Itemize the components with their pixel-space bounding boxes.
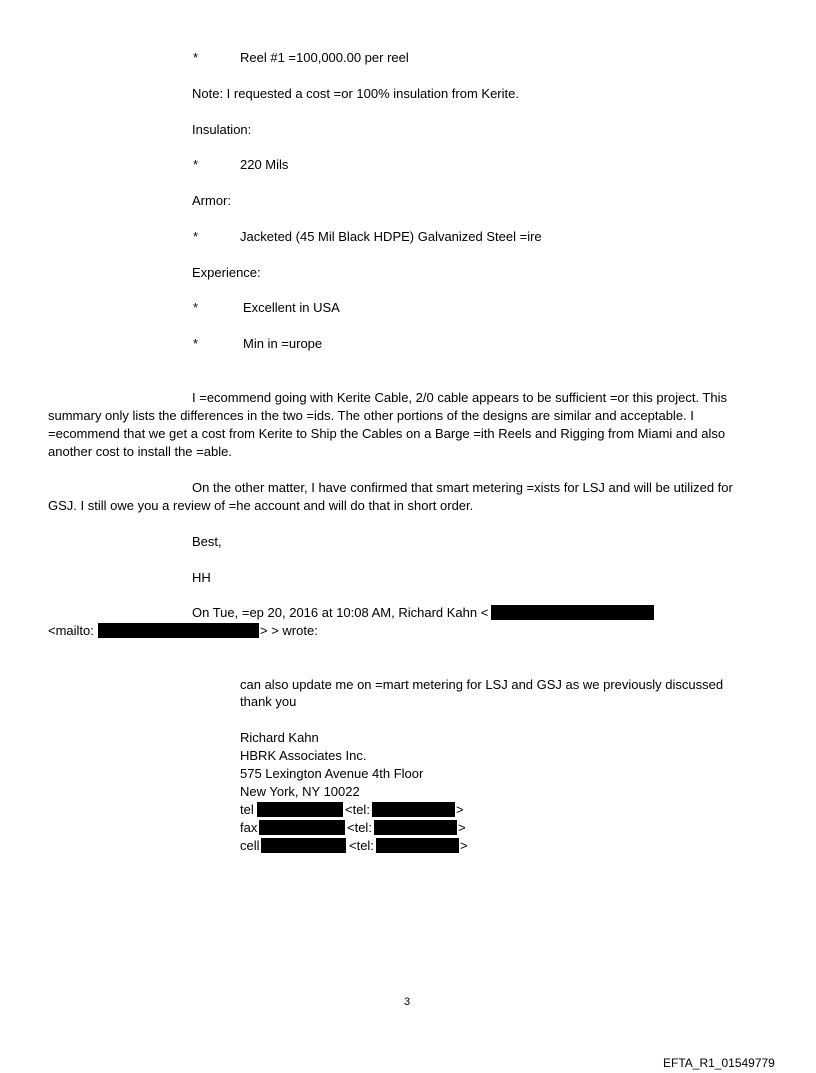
quoted-body-line-2: thank you <box>240 694 297 709</box>
quoted-header-line: On Tue, =ep 20, 2016 at 10:08 AM, Richard Kahn < <box>192 605 489 620</box>
bullet-marker: * <box>193 229 199 244</box>
recommend-line-2: summary only lists the differences in the two =ids. The other portions of the designs are similar and acceptable. I <box>48 408 694 423</box>
experience-item-1: Excellent in USA <box>243 300 340 315</box>
signature-city: New York, NY 10022 <box>240 784 360 799</box>
experience-item-2: Min in =urope <box>243 336 323 351</box>
fax-label: fax <box>240 820 258 835</box>
redaction-box <box>491 605 654 620</box>
other-matter-line-1: On the other matter, I have confirmed that smart metering =xists for LSJ and will be utilized for <box>192 480 733 495</box>
signature-name: Richard Kahn <box>240 730 319 745</box>
fax-tel-suffix: > <box>458 820 466 835</box>
wrote-text: > > wrote: <box>260 623 318 638</box>
signature-company: HBRK Associates Inc. <box>240 748 367 763</box>
signature-address: 575 Lexington Avenue 4th Floor <box>240 766 424 781</box>
cell-tel-suffix: > <box>460 838 468 853</box>
insulation-value: 220 Mils <box>240 157 289 172</box>
recommend-line-1: I =ecommend going with Kerite Cable, 2/0 cable appears to be sufficient =or this project. This <box>192 390 727 405</box>
redaction-box <box>372 802 455 817</box>
page-number: 3 <box>404 996 411 1008</box>
experience-heading: Experience: <box>192 265 261 280</box>
reel-price: Reel #1 =100,000.00 per reel <box>240 50 409 65</box>
document-id: EFTA_R1_01549779 <box>663 1056 775 1070</box>
redaction-box <box>98 623 259 638</box>
note-text: Note: I requested a cost =or 100% insulation from Kerite. <box>192 86 519 101</box>
insulation-heading: Insulation: <box>192 122 252 137</box>
redaction-box <box>259 820 345 835</box>
signoff-initials: HH <box>192 570 211 585</box>
tel-label: tel <box>240 802 254 817</box>
fax-tel-prefix: <tel: <box>347 820 372 835</box>
redaction-box <box>261 838 346 853</box>
tel-prefix: <tel: <box>345 802 370 817</box>
bullet-marker: * <box>193 300 199 315</box>
cell-label: cell <box>240 838 260 853</box>
bullet-marker: * <box>193 336 199 351</box>
tel-suffix: > <box>456 802 464 817</box>
redaction-box <box>257 802 343 817</box>
quoted-body-line-1: can also update me on =mart metering for LSJ and GSJ as we previously discussed <box>240 677 724 692</box>
recommend-line-4: another cost to install the =able. <box>48 444 232 459</box>
recommend-line-3: =ecommend that we get a cost from Kerite to Ship the Cables on a Barge =ith Reels and Rigging from Miami and also <box>48 426 726 441</box>
other-matter-line-2: GSJ. I still owe you a review of =he account and will do that in short order. <box>48 498 474 513</box>
armor-value: Jacketed (45 Mil Black HDPE) Galvanized Steel =ire <box>240 229 542 244</box>
armor-heading: Armor: <box>192 193 231 208</box>
bullet-marker: * <box>193 50 199 65</box>
cell-tel-prefix: <tel: <box>349 838 374 853</box>
bullet-marker: * <box>193 157 199 172</box>
redaction-box <box>374 820 457 835</box>
mailto-prefix: <mailto: <box>48 623 94 638</box>
signoff-best: Best, <box>192 534 222 549</box>
redaction-box <box>376 838 459 853</box>
